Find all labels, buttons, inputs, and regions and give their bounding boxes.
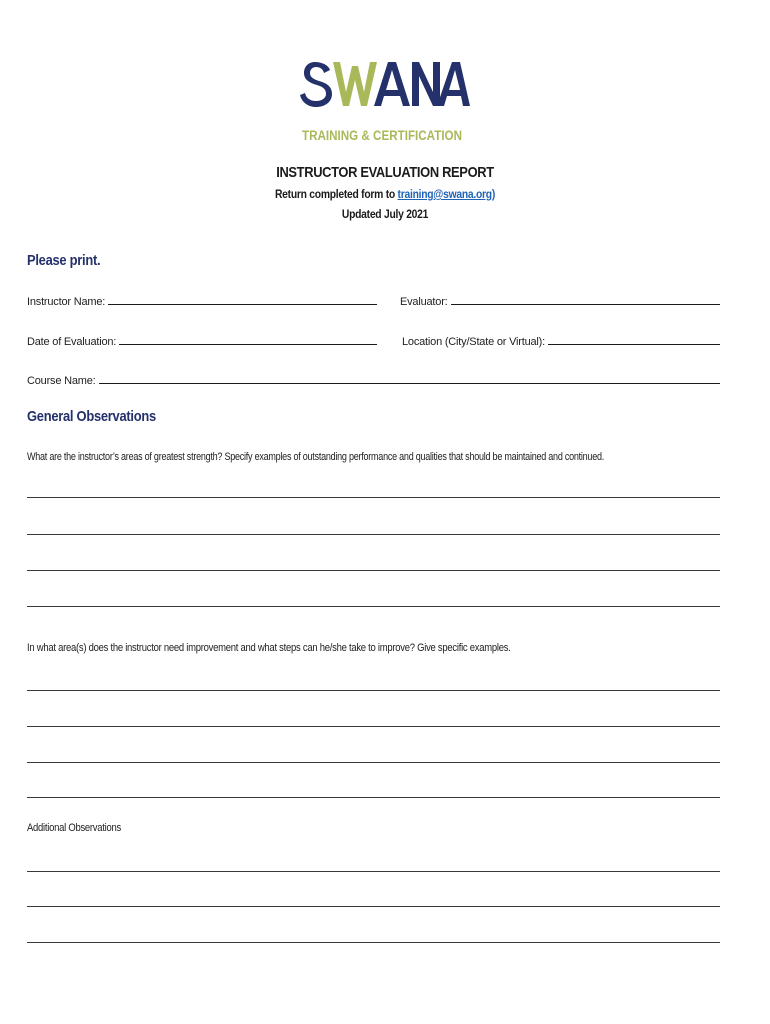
email-link[interactable]: training@swana.org) xyxy=(397,187,496,201)
improvement-answer-line-4[interactable] xyxy=(27,797,720,798)
logo-tagline: TRAINING & CERTIFICATION xyxy=(302,128,462,143)
report-title: INSTRUCTOR EVALUATION REPORT xyxy=(276,164,494,181)
date-row xyxy=(27,332,377,348)
strengths-question: What are the instructor’s areas of greatest strength? Specify examples of outstanding performance and qualities that should be maintained and continued. xyxy=(27,451,605,463)
additional-answer-line-2[interactable] xyxy=(27,906,720,907)
course-row xyxy=(27,371,720,387)
instructor-name-row xyxy=(27,292,377,308)
improvement-answer-line-3[interactable] xyxy=(27,762,720,763)
evaluator-field[interactable] xyxy=(451,304,720,305)
swana-logo-graphic xyxy=(300,56,470,148)
improvement-answer-line-2[interactable] xyxy=(27,726,720,727)
additional-observations-label: Additional Observations xyxy=(27,822,121,834)
updated-date: Updated July 2021 xyxy=(341,207,429,221)
swana-logo xyxy=(300,56,470,148)
course-label: Course Name: xyxy=(27,375,96,387)
additional-answer-line-1[interactable] xyxy=(27,871,720,872)
please-print-heading: Please print. xyxy=(27,252,101,269)
location-field[interactable] xyxy=(548,344,720,345)
date-field[interactable] xyxy=(119,344,377,345)
location-row xyxy=(402,332,720,348)
date-label: Date of Evaluation: xyxy=(27,336,117,348)
strengths-answer-line-1[interactable] xyxy=(27,497,720,498)
instructor-name-field[interactable] xyxy=(108,304,377,305)
evaluator-row xyxy=(400,292,720,308)
course-field[interactable] xyxy=(99,383,720,384)
evaluator-label: Evaluator: xyxy=(400,296,448,308)
additional-answer-line-3[interactable] xyxy=(27,942,720,943)
improvement-question: In what area(s) does the instructor need improvement and what steps can he/she take to improve? Give specific examples. xyxy=(27,642,511,654)
instructor-name-label: Instructor Name: xyxy=(27,296,106,308)
strengths-answer-line-2[interactable] xyxy=(27,534,720,535)
strengths-answer-line-3[interactable] xyxy=(27,570,720,571)
general-observations-heading: General Observations xyxy=(27,408,156,425)
location-label: Location (City/State or Virtual): xyxy=(402,336,545,348)
improvement-answer-line-1[interactable] xyxy=(27,690,720,691)
return-prefix: Return completed form to xyxy=(274,187,398,201)
return-instruction xyxy=(54,187,716,201)
strengths-answer-line-4[interactable] xyxy=(27,606,720,607)
